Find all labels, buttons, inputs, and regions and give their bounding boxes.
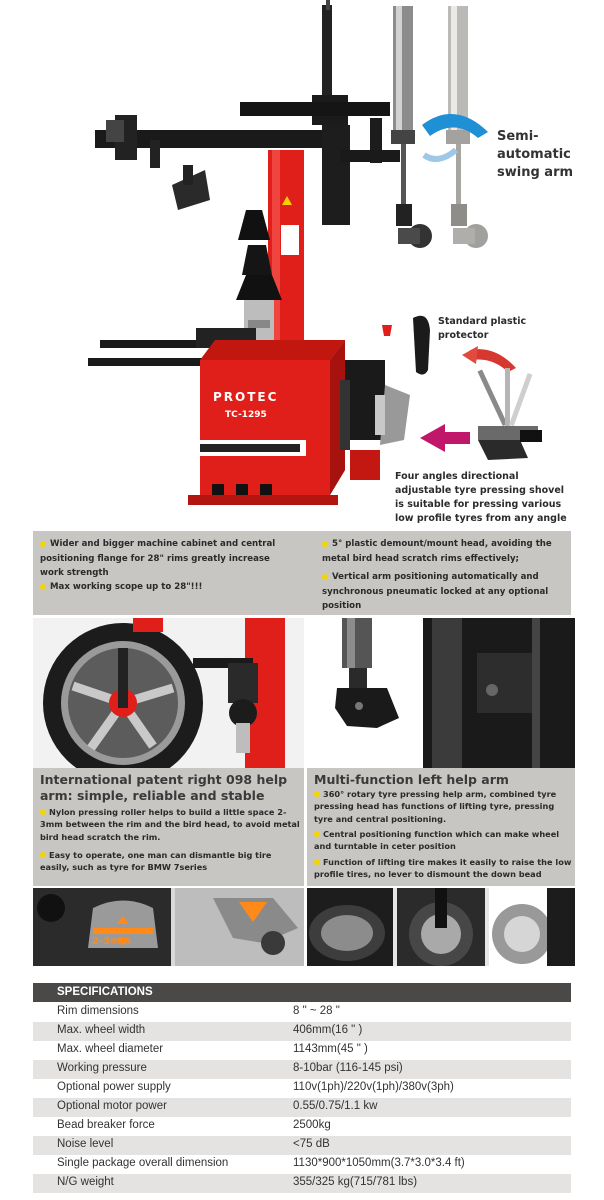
patent-help-arm-title: International patent right 098 help arm: simple, reliable and stable — [40, 772, 288, 803]
spec-row — [33, 1079, 571, 1098]
feature-text: Easy to operate, one man can dismantle big tire easily, such as tyre for BMW 7series — [40, 850, 272, 873]
bullet-icon — [314, 791, 320, 797]
feature-text: Vertical arm positioning automatically and synchronous pneumatic locked at any optional position — [322, 572, 549, 611]
feature-item — [40, 580, 292, 595]
feature-text: Nylon pressing roller helps to build a little space 2-3mm between the rim and the bird head, to avoid metal bird head scratch the rim. — [40, 807, 300, 842]
feature-text: Max working scope up to 28"!!! — [50, 582, 203, 592]
spec-label: Optional motor power — [57, 1100, 167, 1112]
feature-item — [40, 849, 302, 874]
spec-value: 355/325 kg(715/781 lbs) — [293, 1176, 418, 1188]
feature-item — [40, 537, 292, 581]
spec-label: Bead breaker force — [57, 1119, 155, 1131]
spec-label: N/G weight — [57, 1176, 114, 1188]
spec-value: 1130*900*1050mm(3.7*3.0*3.4 ft) — [293, 1157, 465, 1169]
feature-text: Function of lifting tire makes it easily to raise the low profile tires, no lever to dismount the down bead — [314, 857, 572, 880]
spec-value: <75 dB — [293, 1138, 330, 1150]
mount-head-photo — [307, 618, 575, 768]
spec-value: 8 " ~ 28 " — [293, 1005, 340, 1017]
spec-value: 0.55/0.75/1.1 kw — [293, 1100, 378, 1112]
roller-gap-photo — [33, 888, 304, 966]
left-help-arm-title: Multi-function left help arm — [314, 772, 509, 787]
feature-text: 5° plastic demount/mount head, avoiding the metal bird head scratch rims effectively; — [322, 539, 552, 564]
spec-row — [33, 1022, 571, 1041]
spec-value: 110v(1ph)/220v(1ph)/380v(3ph) — [293, 1081, 454, 1093]
feature-item — [322, 537, 567, 566]
spec-row — [33, 1155, 571, 1174]
spec-label: Single package overall dimension — [57, 1157, 229, 1169]
plastic-protector-label: Standard plastic protector — [438, 316, 527, 341]
left-help-arm-photos — [307, 888, 575, 966]
spec-value: 406mm(16 " ) — [293, 1024, 363, 1036]
bullet-icon — [314, 859, 320, 865]
help-arm-wheel-photo — [33, 618, 304, 768]
feature-text: Wider and bigger machine cabinet and central positioning flange for 28" rims greatly increase work strength — [40, 539, 276, 578]
bullet-icon — [322, 541, 328, 547]
bullet-icon — [40, 584, 46, 590]
spec-value: 1143mm(45 " ) — [293, 1043, 368, 1055]
spec-row — [33, 1060, 571, 1079]
spec-label: Max. wheel diameter — [57, 1043, 164, 1055]
brand-logo-text: PROTEC — [213, 390, 279, 404]
feature-item — [40, 806, 302, 843]
swing-arm-label: Semi-automatic swing arm — [497, 129, 574, 180]
bullet-icon — [40, 852, 46, 858]
pressing-shovel-label: Four angles directional adjustable tyre pressing shovel is suitable for pressing various low profile tyres from any angle — [395, 471, 567, 524]
spec-label: Working pressure — [57, 1062, 147, 1074]
bullet-icon — [40, 809, 46, 815]
feature-text: Central positioning function which can make wheel and turntable in ceter position — [314, 829, 560, 852]
feature-item — [322, 570, 567, 614]
specifications-title: SPECIFICATIONS — [57, 986, 153, 998]
feature-item — [314, 788, 572, 825]
spec-label: Rim dimensions — [57, 1005, 139, 1017]
feature-text: 360° rotary tyre pressing help arm, combined tyre pressing head has functions of lifting tyre, pressing tyre and central positioning. — [314, 789, 557, 824]
gap-measurement-label: 2-3mm — [92, 936, 131, 947]
bullet-icon — [40, 541, 46, 547]
feature-item — [314, 828, 572, 853]
spec-label: Noise level — [57, 1138, 114, 1150]
spec-row — [33, 1098, 571, 1117]
spec-value: 8-10bar (116-145 psi) — [293, 1062, 403, 1074]
spec-value: 2500kg — [293, 1119, 331, 1131]
bullet-icon — [314, 831, 320, 837]
feature-item — [314, 856, 572, 881]
spec-label: Optional power supply — [57, 1081, 171, 1093]
bullet-icon — [322, 574, 328, 580]
machine-illustration — [0, 0, 604, 530]
spec-row — [33, 1174, 571, 1193]
spec-row — [33, 1136, 571, 1155]
spec-row — [33, 1117, 571, 1136]
spec-row — [33, 1041, 571, 1060]
model-number: TC-1295 — [225, 410, 267, 420]
spec-row — [33, 1003, 571, 1022]
spec-label: Max. wheel width — [57, 1024, 146, 1036]
